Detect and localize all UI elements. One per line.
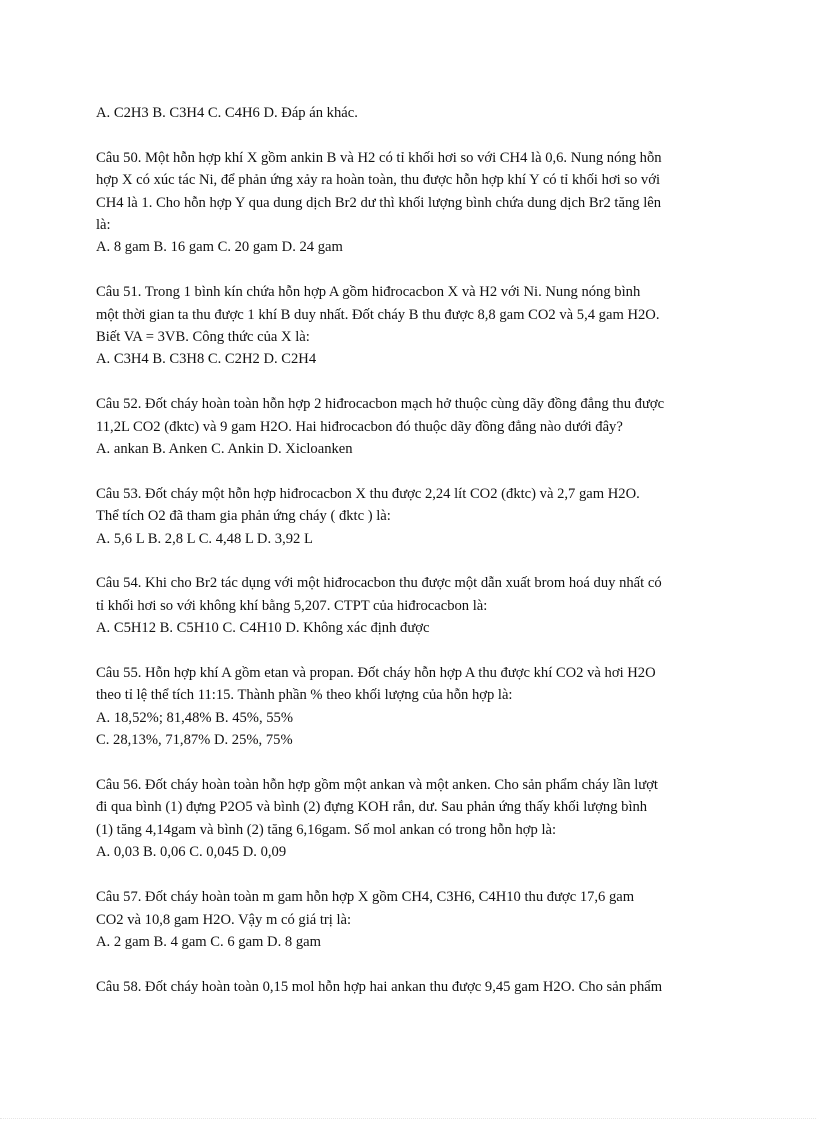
text-line: Câu 54. Khi cho Br2 tác dụng với một hiđrocacbon thu được một dẫn xuất brom hoá duy nhất có (96, 575, 662, 592)
text-line: CH4 là 1. Cho hỗn hợp Y qua dung dịch Br2 dư thì khối lượng bình chứa dung dịch Br2 tăng lên (96, 194, 662, 211)
text-line: Câu 52. Đốt cháy hoàn toàn hỗn hợp 2 hiđrocacbon mạch hở thuộc cùng dãy đồng đẳng thu được (96, 396, 665, 413)
text-line: là: (96, 217, 111, 234)
text-line: đi qua bình (1) đựng P2O5 và bình (2) đựng KOH rắn, dư. Sau phản ứng thấy khối lượng bình (96, 799, 648, 816)
text-line: Câu 56. Đốt cháy hoàn toàn hỗn hợp gồm một ankan và một anken. Cho sản phẩm cháy lần lượt (96, 777, 658, 794)
text-line: A. 2 gam B. 4 gam C. 6 gam D. 8 gam (96, 933, 321, 950)
text-line: A. 5,6 L B. 2,8 L C. 4,48 L D. 3,92 L (96, 530, 313, 547)
answer-options-block (96, 102, 736, 124)
text-line: Câu 50. Một hỗn hợp khí X gồm ankin B và H2 có tỉ khối hơi so với CH4 là 0,6. Nung nóng hỗn (96, 149, 662, 166)
document-body (96, 102, 736, 1021)
text-line: C. 28,13%, 71,87% D. 25%, 75% (96, 732, 293, 749)
text-line: A. 0,03 B. 0,06 C. 0,045 D. 0,09 (96, 844, 287, 861)
text-line: 11,2L CO2 (đktc) và 9 gam H2O. Hai hiđrocacbon đó thuộc dãy đồng đẳng nào dưới đây? (96, 418, 623, 435)
text-line: A. 8 gam B. 16 gam C. 20 gam D. 24 gam (96, 239, 343, 256)
text-line: A. C5H12 B. C5H10 C. C4H10 D. Không xác định được (96, 620, 430, 637)
question-block (96, 483, 736, 550)
question-block (96, 572, 736, 639)
text-line: hợp X có xúc tác Ni, để phản ứng xảy ra hoàn toàn, thu được hỗn hợp khí Y có tỉ khối hơi so với (96, 172, 661, 189)
text-line: A. C3H4 B. C3H8 C. C2H2 D. C2H4 (96, 351, 317, 368)
question-block (96, 662, 736, 752)
text-line: CO2 và 10,8 gam H2O. Vậy m có giá trị là: (96, 911, 352, 928)
text-line: Câu 55. Hỗn hợp khí A gồm etan và propan. Đốt cháy hỗn hợp A thu được khí CO2 và hơi H2O (96, 665, 656, 682)
text-line: Câu 53. Đốt cháy một hỗn hợp hiđrocacbon X thu được 2,24 lít CO2 (đktc) và 2,7 gam H2O. (96, 485, 640, 502)
text-line: một thời gian ta thu được 1 khí B duy nhất. Đốt cháy B thu được 8,8 gam CO2 và 5,4 gam H2O. (96, 306, 660, 323)
text-line: A. 18,52%; 81,48% B. 45%, 55% (96, 709, 294, 726)
text-line: theo tỉ lệ thể tích 11:15. Thành phần % theo khối lượng của hỗn hợp là: (96, 687, 513, 704)
text-line: Thể tích O2 đã tham gia phản ứng cháy ( đktc ) là: (96, 508, 391, 525)
question-block (96, 393, 736, 460)
text-line: Câu 57. Đốt cháy hoàn toàn m gam hỗn hợp X gồm CH4, C3H6, C4H10 thu được 17,6 gam (96, 889, 635, 906)
text-line: A. C2H3 B. C3H4 C. C4H6 D. Đáp án khác. (96, 105, 358, 121)
page-bottom-divider (0, 1118, 816, 1120)
text-line: (1) tăng 4,14gam và bình (2) tăng 6,16gam. Số mol ankan có trong hỗn hợp là: (96, 821, 557, 838)
text-line: tỉ khối hơi so với không khí bằng 5,207. CTPT của hiđrocacbon là: (96, 597, 488, 614)
question-block (96, 774, 736, 864)
question-block (96, 281, 736, 371)
text-line: Câu 58. Đốt cháy hoàn toàn 0,15 mol hỗn hợp hai ankan thu được 9,45 gam H2O. Cho sản phẩm (96, 978, 663, 995)
question-block (96, 147, 736, 259)
text-line: Câu 51. Trong 1 bình kín chứa hỗn hợp A gồm hiđrocacbon X và H2 với Ni. Nung nóng bình (96, 284, 641, 301)
text-line: A. ankan B. Anken C. Ankin D. Xicloanken (96, 441, 353, 458)
text-line: Biết VA = 3VB. Công thức của X là: (96, 329, 310, 346)
question-block (96, 886, 736, 953)
question-block (96, 976, 736, 998)
